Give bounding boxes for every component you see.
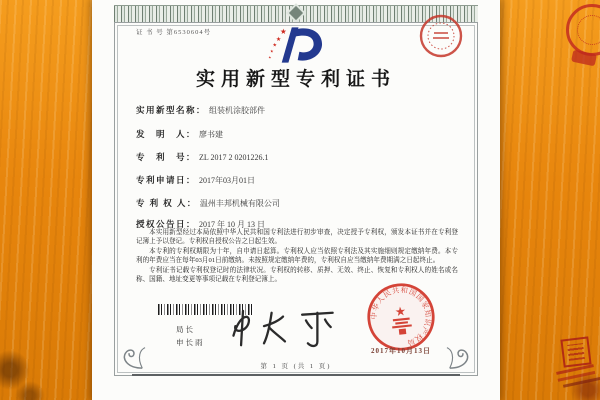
round-commemorative-stamp-icon [419,14,463,58]
field-inventor: 发 明 人： 廖书建 [136,129,224,139]
page-footer: 第 1 页 (共 1 页) [260,363,332,370]
paragraph-grant: 本实用新型经过本局依照中华人民共和国专利法进行初步审查，决定授予专利权，颁发本证书并在专利登记簿上予以登记。专利权自授权公告之日起生效。 [136,229,458,246]
paragraph-register: 专利证书记载专利权登记时的法律状况。专利权的转移、质押、无效、终止、恢复和专利权人的姓名或名称、国籍、地址变更等事项记载在专利登记簿上。 [136,266,458,284]
field-name: 实用新型名称： 组装机涂胶部件 [136,105,266,115]
svg-text:★: ★ [268,55,272,60]
seal-date: 2017年10月13日 [371,347,431,355]
field-grant-date: 授权公告日： 2017 年 10 月 13 日 [136,219,266,229]
director-name-label: 申长雨 [176,338,205,347]
red-square-seal-mark-icon [560,336,591,367]
red-round-stamp-mark-icon [566,4,600,56]
certificate-number: 证 书 号 第6530604号 [136,29,212,36]
director-signature [222,306,346,352]
bottom-rule [132,374,460,376]
director-title-label: 局长 [176,325,195,334]
svg-text:★: ★ [272,43,277,49]
legal-body-text [136,228,458,284]
certificate-title: 实用新型专利证书 [195,69,396,90]
svg-text:中华人民共和国国家知识产权局: 中华人民共和国国家知识产权局 [369,285,433,348]
svg-text:★: ★ [280,27,287,37]
corner-flourish-icon [446,342,474,370]
field-patentee: 专 利 权 人： 温州丰邦机械有限公司 [136,198,280,208]
cnipa-official-seal-icon [363,279,440,356]
svg-text:★: ★ [275,36,282,43]
corner-flourish-icon [118,342,146,370]
certificate-paper [92,0,500,400]
svg-text:★: ★ [269,48,274,54]
field-patent-number: 专 利 号： ZL 2017 2 0201226.1 [136,152,269,162]
cnipa-patent-logo-icon [266,24,326,66]
field-filing-date: 专利申请日： 2017年03月01日 [136,175,256,185]
svg-text:★: ★ [394,304,407,320]
paragraph-term-fees: 本专利的专利权期限为十年，自申请日起算。专利权人应当依照专利法及其实施细则规定缴纳年费。本专利的年费应当在每年03月01日前缴纳。未按照规定缴纳年费的，专利权自应当缴纳年费期满之日起终止。 [136,247,458,265]
